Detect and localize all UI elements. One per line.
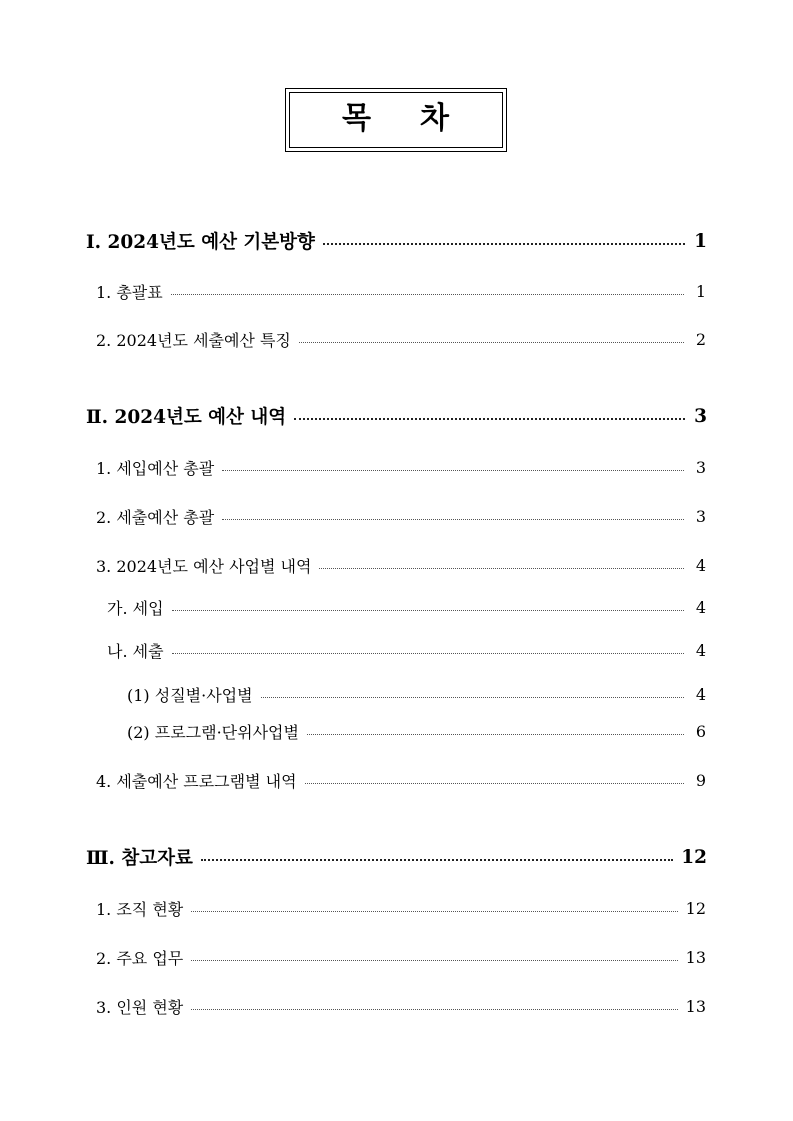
toc-label: Ⅲ. 참고자료 — [86, 848, 193, 869]
toc-page-number: 4 — [695, 640, 706, 660]
toc-page-number: 4 — [695, 555, 706, 575]
toc-label: 3. 2024년도 예산 사업별 내역 — [96, 556, 312, 576]
toc-label: 1. 총괄표 — [96, 282, 163, 302]
toc-label: Ⅱ. 2024년도 예산 내역 — [86, 407, 287, 428]
toc-page-number: 1 — [695, 281, 706, 301]
toc-item-2-4[interactable] — [96, 769, 706, 791]
toc-page-number: 2 — [695, 329, 706, 349]
toc-page-number: 1 — [694, 230, 707, 252]
toc-item-2-3-ga[interactable] — [107, 596, 706, 618]
toc-label: Ⅰ. 2024년도 예산 기본방향 — [86, 232, 315, 253]
toc-page-number: 13 — [685, 996, 706, 1016]
toc-page-number: 3 — [694, 405, 707, 427]
toc-label: 3. 인원 현황 — [96, 997, 184, 1017]
toc-label: (2) 프로그램·단위사업별 — [127, 722, 299, 742]
dot-leader — [294, 418, 685, 420]
dot-leader — [172, 653, 684, 654]
dot-leader — [323, 243, 685, 245]
toc-item-3-2[interactable] — [96, 946, 706, 968]
toc-title-box — [285, 88, 507, 152]
toc-title-inner-border — [289, 92, 503, 148]
toc-section-3[interactable] — [86, 846, 707, 868]
dot-leader — [261, 697, 684, 698]
toc-item-2-3-na[interactable] — [107, 639, 706, 661]
toc-item-2-3-na-2[interactable] — [127, 720, 706, 742]
toc-page-number: 3 — [695, 457, 706, 477]
dot-leader — [222, 519, 684, 520]
toc-page-number: 3 — [695, 506, 706, 526]
toc-page-number: 13 — [685, 947, 706, 967]
toc-item-3-1[interactable] — [96, 897, 706, 919]
toc-page-number: 9 — [695, 770, 706, 790]
toc-label: 2. 세출예산 총괄 — [96, 507, 215, 527]
dot-leader — [191, 960, 677, 961]
dot-leader — [171, 294, 684, 295]
toc-item-1-1[interactable] — [96, 280, 706, 302]
toc-label: (1) 성질별·사업별 — [127, 685, 253, 705]
toc-item-3-3[interactable] — [96, 995, 706, 1017]
toc-section-2[interactable] — [86, 405, 707, 427]
toc-page-number: 12 — [685, 898, 706, 918]
dot-leader — [305, 783, 684, 784]
toc-title-char-2: 차 — [420, 101, 449, 136]
toc-title-char-1: 목 — [342, 101, 371, 136]
dot-leader — [191, 1009, 677, 1010]
toc-label: 4. 세출예산 프로그램별 내역 — [96, 771, 297, 791]
dot-leader — [319, 568, 684, 569]
toc-label: 1. 조직 현황 — [96, 899, 184, 919]
toc-section-1[interactable] — [86, 230, 707, 252]
dot-leader — [172, 610, 684, 611]
toc-label: 1. 세입예산 총괄 — [96, 458, 215, 478]
dot-leader — [307, 734, 684, 735]
toc-item-2-1[interactable] — [96, 456, 706, 478]
toc-page-number: 6 — [695, 721, 706, 741]
toc-page-number: 12 — [681, 846, 707, 868]
toc-page-number: 4 — [695, 597, 706, 617]
toc-item-2-2[interactable] — [96, 505, 706, 527]
toc-label: 나. 세출 — [107, 641, 164, 661]
dot-leader — [222, 470, 684, 471]
toc-item-2-3[interactable] — [96, 554, 706, 576]
toc-page-number: 4 — [695, 684, 706, 704]
dot-leader — [201, 859, 673, 861]
toc-label: 2. 2024년도 세출예산 특징 — [96, 330, 291, 350]
dot-leader — [299, 342, 684, 343]
toc-item-2-3-na-1[interactable] — [127, 683, 706, 705]
toc-label: 2. 주요 업무 — [96, 948, 184, 968]
toc-label: 가. 세입 — [107, 598, 164, 618]
dot-leader — [191, 911, 677, 912]
toc-item-1-2[interactable] — [96, 328, 706, 350]
